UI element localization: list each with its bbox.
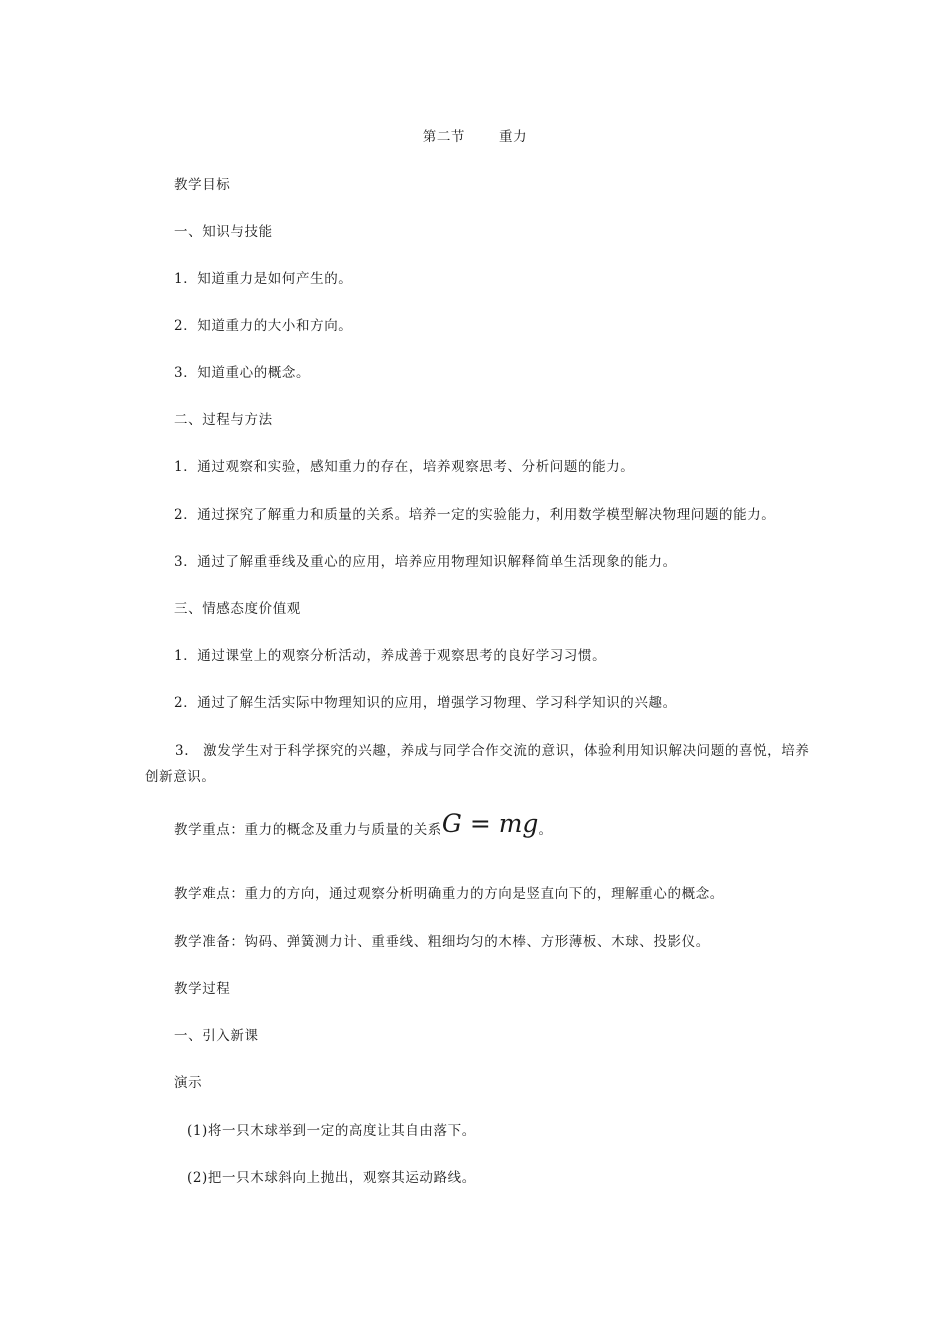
heading-teaching-goals: 教学目标 — [174, 177, 231, 193]
preparation: 教学准备：钩码、弹簧测力计、重垂线、粗细均匀的木棒、方形薄板、木球、投影仪。 — [174, 934, 710, 950]
key-point-end: 。 — [538, 822, 553, 838]
key-point-text: 教学重点：重力的概念及重力与质量的关系 — [174, 822, 442, 838]
heading-process-methods: 二、过程与方法 — [174, 412, 273, 428]
goal-item: 1．知道重力是如何产生的。 — [174, 271, 353, 287]
heading-teaching-process: 教学过程 — [174, 981, 231, 997]
demonstration-step: (2)把一只木球斜向上抛出，观察其运动路线。 — [187, 1170, 476, 1186]
goal-item: 3．通过了解重垂线及重心的应用，培养应用物理知识解释简单生活现象的能力。 — [174, 554, 677, 570]
difficulty-point: 教学难点：重力的方向，通过观察分析明确重力的方向是竖直向下的，理解重心的概念。 — [174, 886, 724, 902]
goal-item: 2．通过了解生活实际中物理知识的应用，增强学习物理、学习科学知识的兴趣。 — [174, 695, 677, 711]
goal-item: 2．知道重力的大小和方向。 — [174, 318, 353, 334]
topic-label: 重力 — [499, 129, 528, 145]
heading-knowledge-skills: 一、知识与技能 — [174, 224, 273, 240]
goal-item: 2．通过探究了解重力和质量的关系。培养一定的实验能力，利用数学模型解决物理问题的能力。 — [174, 507, 776, 523]
goal-item-wrapped: 3. 激发学生对于科学探究的兴趣，养成与同学合作交流的意识，体验利用知识解决问题的喜悦，培养创新意识。 — [145, 743, 810, 785]
goal-item: 1．通过观察和实验，感知重力的存在，培养观察思考、分析问题的能力。 — [174, 459, 635, 475]
section-label: 第二节 — [422, 129, 466, 145]
gravity-formula: G = mg — [441, 809, 539, 838]
key-point — [174, 809, 553, 840]
heading-attitudes-values: 三、情感态度价值观 — [174, 601, 301, 617]
document-title — [0, 127, 950, 147]
goal-item: 3．知道重心的概念。 — [174, 365, 311, 381]
goal-item: 1．通过课堂上的观察分析活动，养成善于观察思考的良好学习习惯。 — [174, 648, 607, 664]
demonstration-step: (1)将一只木球举到一定的高度让其自由落下。 — [187, 1123, 476, 1139]
demonstration-label: 演示 — [174, 1075, 203, 1091]
heading-introduce-lesson: 一、引入新课 — [174, 1028, 259, 1044]
